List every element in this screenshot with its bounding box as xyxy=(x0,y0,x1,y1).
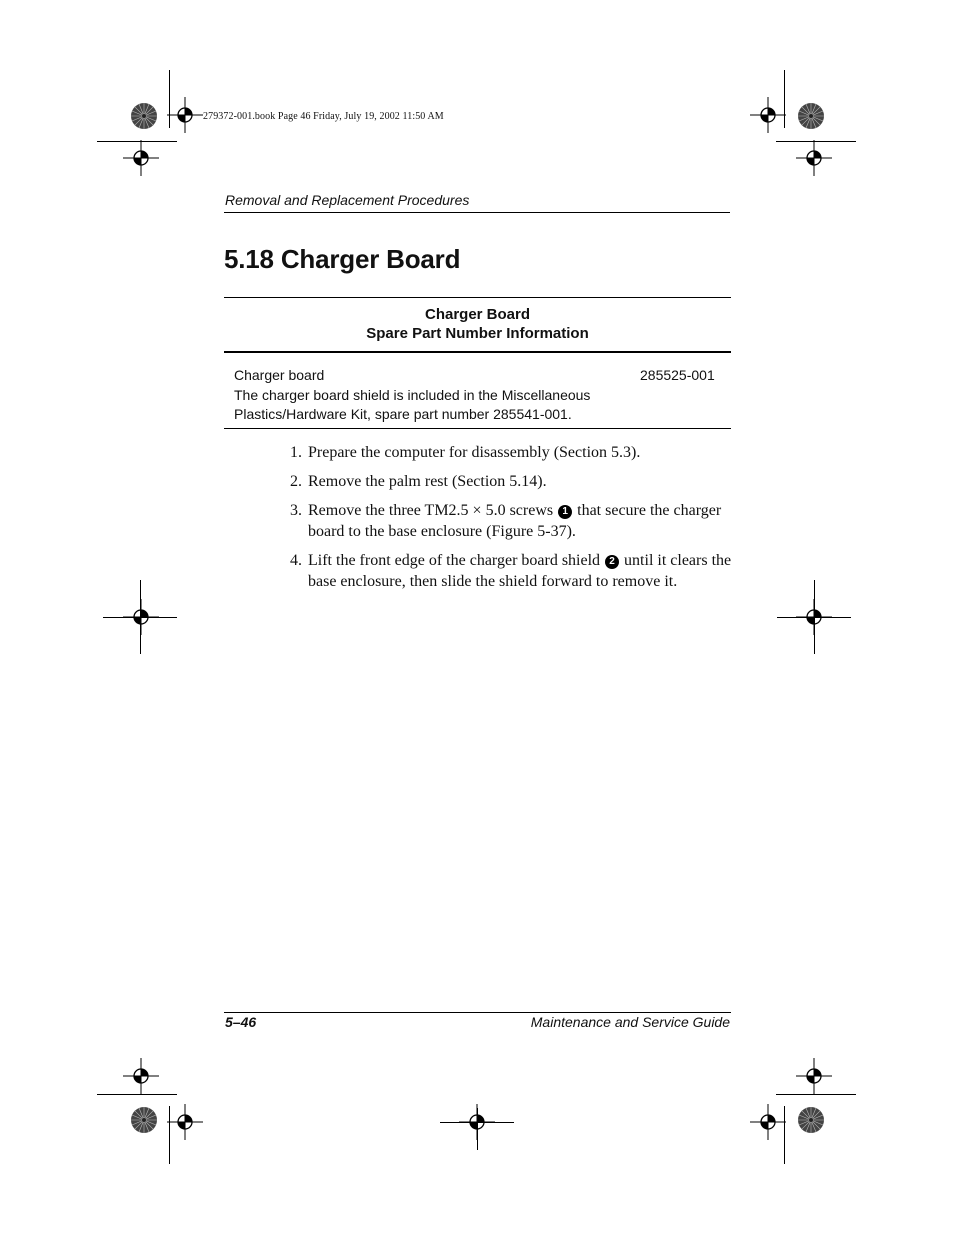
crop-line xyxy=(776,1094,856,1095)
list-item xyxy=(283,471,733,492)
starburst-mark-icon xyxy=(130,1106,158,1134)
crop-line xyxy=(97,1094,177,1095)
table-part-number: 285525-001 xyxy=(640,367,715,383)
step-text: Remove the three TM2.5 × 5.0 screws xyxy=(308,502,554,519)
list-item xyxy=(283,550,733,592)
guide-title: Maintenance and Service Guide xyxy=(530,1014,730,1030)
step-number: 2. xyxy=(290,473,302,490)
starburst-mark-icon xyxy=(797,1106,825,1134)
step-number: 3. xyxy=(290,502,302,519)
table-note-line-1: The charger board shield is included in the Miscellaneous xyxy=(234,387,591,403)
registration-mark-icon xyxy=(167,97,203,133)
page-title: 5.18 Charger Board xyxy=(224,244,461,274)
registration-mark-icon xyxy=(123,140,159,176)
callout-2-icon: 2 xyxy=(605,555,619,569)
crop-line xyxy=(103,617,177,618)
step-text: Remove the palm rest (Section 5.14). xyxy=(308,473,547,490)
registration-mark-icon xyxy=(750,97,786,133)
registration-mark-icon xyxy=(167,1104,203,1140)
crop-line xyxy=(777,617,851,618)
table-item: Charger board xyxy=(234,367,325,383)
table-note-line-2: Plastics/Hardware Kit, spare part number 285541-001. xyxy=(234,406,572,422)
table-note xyxy=(234,386,590,424)
table-top-rule xyxy=(224,297,731,298)
crop-line xyxy=(477,1108,478,1150)
step-number: 1. xyxy=(290,444,302,461)
page-number: 5–46 xyxy=(225,1014,257,1030)
table-bottom-rule xyxy=(224,428,731,429)
registration-mark-icon xyxy=(796,140,832,176)
step-text: that secure the charger board to the base enclosure (Figure 5-37). xyxy=(308,502,722,540)
table-header-rule xyxy=(224,351,731,353)
callout-1-icon: 1 xyxy=(558,505,572,519)
table-heading-line-1: Charger Board xyxy=(424,306,531,323)
list-item xyxy=(283,442,733,463)
table-heading-line-2: Spare Part Number Information xyxy=(366,325,589,342)
list-item xyxy=(283,500,733,542)
print-slug: 279372-001.book Page 46 Friday, July 19, 2002 11:50 AM xyxy=(203,111,444,122)
registration-mark-icon xyxy=(796,1058,832,1094)
starburst-mark-icon xyxy=(130,102,158,130)
step-number: 4. xyxy=(290,552,302,569)
step-text: Prepare the computer for disassembly (Section 5.3). xyxy=(308,444,641,461)
starburst-mark-icon xyxy=(797,102,825,130)
running-head: Removal and Replacement Procedures xyxy=(225,192,470,208)
step-text: Lift the front edge of the charger board shield xyxy=(308,552,601,569)
table-heading xyxy=(224,305,731,343)
header-rule xyxy=(224,212,730,213)
step-text: until it clears the base enclosure, then slide the shield forward to remove it. xyxy=(308,552,732,590)
registration-mark-icon xyxy=(750,1104,786,1140)
footer-rule xyxy=(224,1012,731,1013)
procedure-steps xyxy=(283,442,733,600)
registration-mark-icon xyxy=(123,1058,159,1094)
